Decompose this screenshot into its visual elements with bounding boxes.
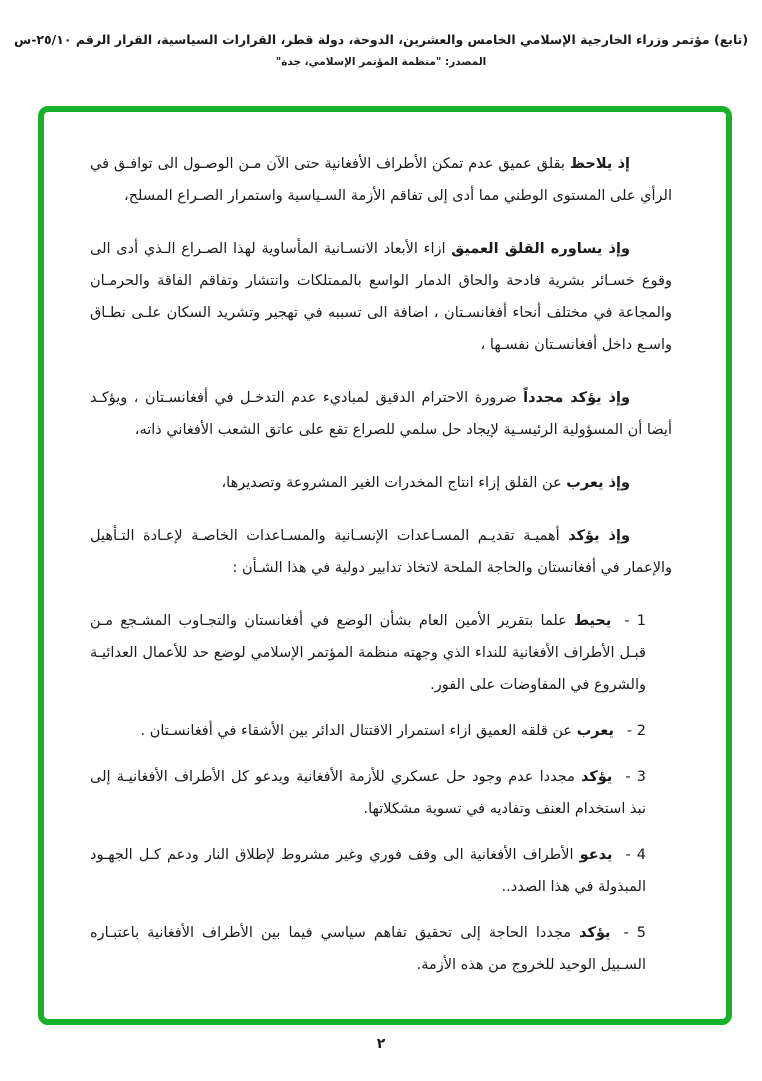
paragraph-lead-bold: وإذ يساوره القلق العميق: [451, 241, 630, 257]
paragraph-text: ازاء الأبعاد الانسـانية المأساوية لهذا الصـراع الـذي أدى الى وقوع خسـائر بشرية فادحة والحاق الدمار الواسع بالممتلكات وانتشار وتفاقم الفاقة والحرمـان والمجاعة في مختلف أنحاء أفغانسـتان ، اضافة الى تسببه في تهجير وتشريد السكان علـى نطـاق واسـع داخل أفغانسـتان نفسـها ،: [90, 241, 672, 353]
item-text: مجددا الحاجة إلى تحقيق تفاهم سياسي فيما بين الأطراف الأفغانية باعتبـاره السـبيل الوحيد للخروج من هذه الأزمة.: [90, 925, 646, 973]
item-text: الأطراف الأفغانية الى وقف فوري وغير مشروط لإطلاق النار ودعم كـل الجهـود المبذولة في هذا الصدد..: [90, 847, 646, 895]
item-number: 2 -: [626, 723, 646, 739]
preamble-paragraph-5: [90, 520, 672, 584]
highlight-border-box: [38, 106, 732, 1025]
preamble-paragraph-1: [90, 148, 672, 212]
item-lead-bold: يؤكد: [581, 769, 613, 785]
page-footer: [0, 1036, 762, 1052]
paragraph-lead-bold: وإذ يؤكد: [568, 528, 630, 544]
paragraph-lead-bold: وإذ يؤكد مجدداً: [523, 390, 630, 406]
item-text: مجددا عدم وجود حل عسكري للأزمة الأفغانية ويدعو كل الأطراف الأفغانيـة إلى نبذ استخدام العنف وتفاديه في تسوية مشكلاتها.: [90, 769, 646, 817]
resolution-item-3: [90, 761, 646, 825]
paragraph-lead-bold: إذ يلاحظ: [569, 156, 630, 172]
item-number: 3 -: [625, 769, 647, 785]
resolution-item-5: [90, 917, 646, 981]
item-lead-bold: يدعو: [579, 847, 613, 863]
preamble-paragraph-4: [90, 467, 672, 499]
item-lead-bold: يحيط: [573, 613, 612, 629]
preamble-paragraph-2: [90, 233, 672, 361]
item-number: 4 -: [625, 847, 646, 863]
item-lead-bold: يؤكد: [579, 925, 611, 941]
paragraph-text: أهميـة تقديـم المسـاعدات الإنسـانية والمسـاعدات الخاصـة لإعـادة التـأهيل والإعمار في أفغانستان والحاجة الملحة لاتخاذ تدابير دولية في هذا الشـأن :: [90, 528, 672, 576]
resolution-items-list: [90, 605, 672, 981]
preamble-paragraph-3: [90, 382, 672, 446]
item-number: 1 -: [624, 613, 646, 629]
resolution-item-1: [90, 605, 646, 701]
item-text: علما بتقرير الأمين العام بشأن الوضع في أفغانستان والتجـاوب المشـجع مـن قبـل الأطراف الأفغانية للنداء الذي وجهته منظمة المؤتمر الإسلامي لوضع حد للأعمال العدائيـة والشروع في المفاوضات على الفور.: [90, 613, 646, 693]
item-number: 5 -: [623, 925, 647, 941]
document-body: [90, 148, 672, 981]
item-lead-bold: يعرب: [576, 723, 614, 739]
paragraph-text: عن القلق إزاء انتاج المخدرات الغير المشروعة وتصديرها،: [221, 475, 567, 491]
resolution-item-2: [90, 715, 646, 747]
header-title-line: (تابع) مؤتمر وزراء الخارجية الإسلامي الخامس والعشرين، الدوحة، دولة قطر، القرارات السياسية، القرار الرقم ٢٥/١٠-س: [13, 32, 749, 47]
page-number: ٢: [376, 1036, 386, 1052]
item-text: عن قلقه العميق ازاء استمرار الاقتتال الدائر بين الأشقاء في أفغانسـتان .: [140, 723, 577, 739]
paragraph-text: ضرورة الاحترام الدقيق لمباديء عدم التدخـل في أفغانسـتان ، ويؤكـد أيضا أن المسؤولية الرئيسـية لإيجاد حل سلمي للصراع تقع على عاتق الشعب الأفغاني ذاته،: [90, 390, 672, 438]
document-header: [0, 32, 762, 68]
paragraph-text: بقلق عميق عدم تمكن الأطراف الأفغانية حتى الآن مـن الوصـول الى توافـق في الرأي على المستوى الوطني مما أدى إلى تفاقم الأزمة السـياسية واستمرار الصـراع المسلح،: [90, 156, 672, 204]
paragraph-lead-bold: وإذ يعرب: [566, 475, 630, 491]
header-source-line: المصدر: "منظمة المؤتمر الإسلامي، جدة": [275, 56, 487, 68]
resolution-item-4: [90, 839, 646, 903]
